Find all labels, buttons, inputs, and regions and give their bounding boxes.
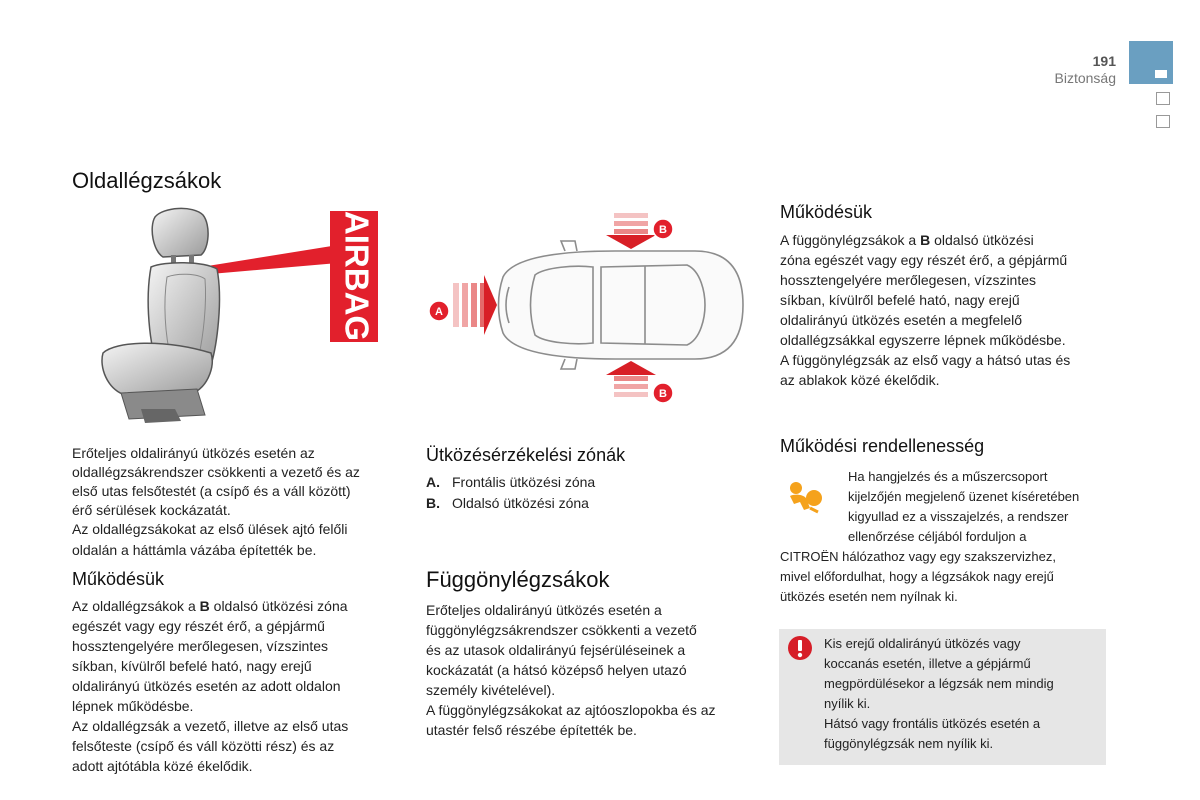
curtain-line: kockázatát (a hátsó középső helyen utazó: [426, 662, 687, 678]
text-run: Az oldallégzsákok a: [72, 598, 200, 614]
intro-line: Erőteljes oldalirányú ütközés esetén az: [72, 445, 315, 461]
zone-b-marker-bottom: [653, 383, 673, 403]
malfunction-line: ellenőrzése céljából forduljon a: [848, 529, 1027, 544]
side-airbags-operation-title: Működésük: [72, 569, 165, 589]
impact-zones-diagram: [425, 205, 755, 410]
warning-line: megpördülésekor a légzsák nem mindig: [824, 676, 1054, 691]
side-impact-arrow-top: [606, 213, 656, 249]
malfunction-line: ütközés esetén nem nyílnak ki.: [780, 589, 958, 604]
front-impact-arrow: [453, 275, 497, 335]
warning-text: [824, 634, 1104, 754]
malfunction-line: Ha hangjelzés és a műszercsoport: [848, 469, 1048, 484]
zone-b-letter-top: B: [659, 223, 667, 236]
intro-line: oldallégzsákrendszer csökkenti a vezető és az: [72, 464, 360, 480]
car-outline: [499, 241, 744, 369]
operation-line: oldalirányú ütközés esetén az adott oldalon: [72, 678, 341, 694]
side-impact-arrow-bottom: [606, 361, 656, 397]
intro-line: első utas felsőtestét (a csípő és a váll között): [72, 483, 351, 499]
text-run: oldalsó ütközési: [930, 232, 1034, 248]
side-airbags-intro: [72, 444, 402, 560]
page-number: 191: [1092, 53, 1116, 69]
warning-line: nyílik ki.: [824, 696, 871, 711]
malfunction-title: Működési rendellenesség: [780, 436, 985, 456]
text-run: oldalsó ütközési zóna: [209, 598, 348, 614]
malfunction-text-indented: [848, 467, 1108, 547]
operation-line: hossztengelyére merőlegesen, vízszintes: [780, 272, 1037, 288]
seat-shape: [102, 208, 219, 423]
list-key: A.: [426, 474, 440, 490]
curtain-airbags-text: [426, 600, 756, 740]
operation-line: síkban, kívülről befelé ható, nagy erejű: [72, 658, 312, 674]
malfunction-line: mivel előfordulhat, hogy a légzsákok nagy erejű: [780, 569, 1054, 584]
seat-airbag-illustration: [85, 205, 385, 430]
zone-b-letter-bottom: B: [659, 387, 667, 400]
operation-line: az ablakok közé ékelődik.: [780, 372, 940, 388]
list-item: [426, 472, 746, 493]
warning-line: Kis erejű oldalirányú ütközés vagy: [824, 636, 1021, 651]
section-tab-marker: [1155, 70, 1167, 78]
operation-line: [72, 596, 402, 616]
malfunction-line: kijelzőjén megjelenő üzenet kíséretében: [848, 489, 1080, 504]
operation-line: lépnek működésbe.: [72, 698, 194, 714]
list-key: B.: [426, 495, 440, 511]
operation-line: egészét vagy egy részét érő, a gépjármű: [72, 618, 325, 634]
impact-zones-list: [426, 472, 746, 514]
section-tab-box: [1156, 92, 1170, 105]
warning-line: függönylégzsák nem nyílik ki.: [824, 736, 994, 751]
operation-line: A függönylégzsák az első vagy a hátsó utas és: [780, 352, 1071, 368]
list-item: [426, 493, 746, 514]
operation-line: hossztengelyére merőlegesen, vízszintes: [72, 638, 329, 654]
warning-line: koccanás esetén, illetve a gépjármű: [824, 656, 1031, 671]
curtain-airbags-title: Függönylégzsákok: [426, 567, 610, 592]
operation-line: Az oldallégzsák a vezető, illetve az első utas: [72, 718, 349, 734]
airbag-warning-lamp-icon: [784, 478, 826, 516]
operation-line: felsőteste (csípő és váll közötti rész) és az: [72, 738, 335, 754]
zone-a-letter: A: [435, 305, 443, 318]
zone-b-ref: B: [199, 598, 210, 614]
impact-zones-title: Ütközésérzékelési zónák: [426, 445, 626, 465]
operation-line: síkban, kívülről befelé ható, nagy erejű: [780, 292, 1020, 308]
curtain-line: utastér felső részébe építették be.: [426, 722, 637, 738]
intro-line: Az oldallégzsákokat az első ülések ajtó felőli: [72, 521, 348, 537]
airbag-label: AIRBAG: [338, 210, 376, 342]
operation-line: adott ajtótábla közé ékelődik.: [72, 758, 253, 774]
malfunction-line: CITROËN hálózathoz vagy egy szakszervizhez,: [780, 549, 1056, 564]
exclamation-icon: [787, 635, 813, 661]
list-label: Frontális ütközési zóna: [452, 474, 596, 490]
malfunction-text-full: [780, 547, 1110, 607]
side-airbags-operation-text: [72, 596, 402, 776]
curtain-line: függönylégzsákrendszer csökkenti a vezető: [426, 622, 697, 638]
operation-line: oldallégzsákkal egyszerre lépnek működésbe.: [780, 332, 1066, 348]
curtain-line: A függönylégzsákokat az ajtóoszlopokba és az: [426, 702, 716, 718]
operation-line: zóna egészét vagy egy részét érő, a gépjármű: [780, 252, 1068, 268]
operation-line: oldalirányú ütközés esetén a megfelelő: [780, 312, 1023, 328]
malfunction-line: kigyullad ez a visszajelzés, a rendszer: [848, 509, 1069, 524]
section-title: Biztonság: [1054, 70, 1116, 86]
list-label: Oldalsó ütközési zóna: [452, 495, 589, 511]
side-airbags-title: Oldallégzsákok: [72, 168, 222, 193]
curtain-line: és az utasok oldalirányú fejsérüléseinek a: [426, 642, 686, 658]
zone-a-marker: [429, 301, 449, 321]
warning-line: Hátsó vagy frontális ütközés esetén a: [824, 716, 1041, 731]
curtain-airbags-operation-text: [780, 230, 1110, 390]
operation-line: [780, 230, 1110, 250]
intro-line: oldalán a háttámla vázába építették be.: [72, 542, 317, 558]
intro-line: érő sérülések kockázatát.: [72, 502, 231, 518]
zone-b-ref: B: [920, 232, 931, 248]
zone-b-marker-top: [653, 219, 673, 239]
curtain-line: személy kivételével).: [426, 682, 556, 698]
curtain-line: Erőteljes oldalirányú ütközés esetén a: [426, 602, 662, 618]
curtain-airbags-operation-title: Működésük: [780, 202, 873, 222]
section-tab-box: [1156, 115, 1170, 128]
text-run: A függönylégzsákok a: [780, 232, 921, 248]
